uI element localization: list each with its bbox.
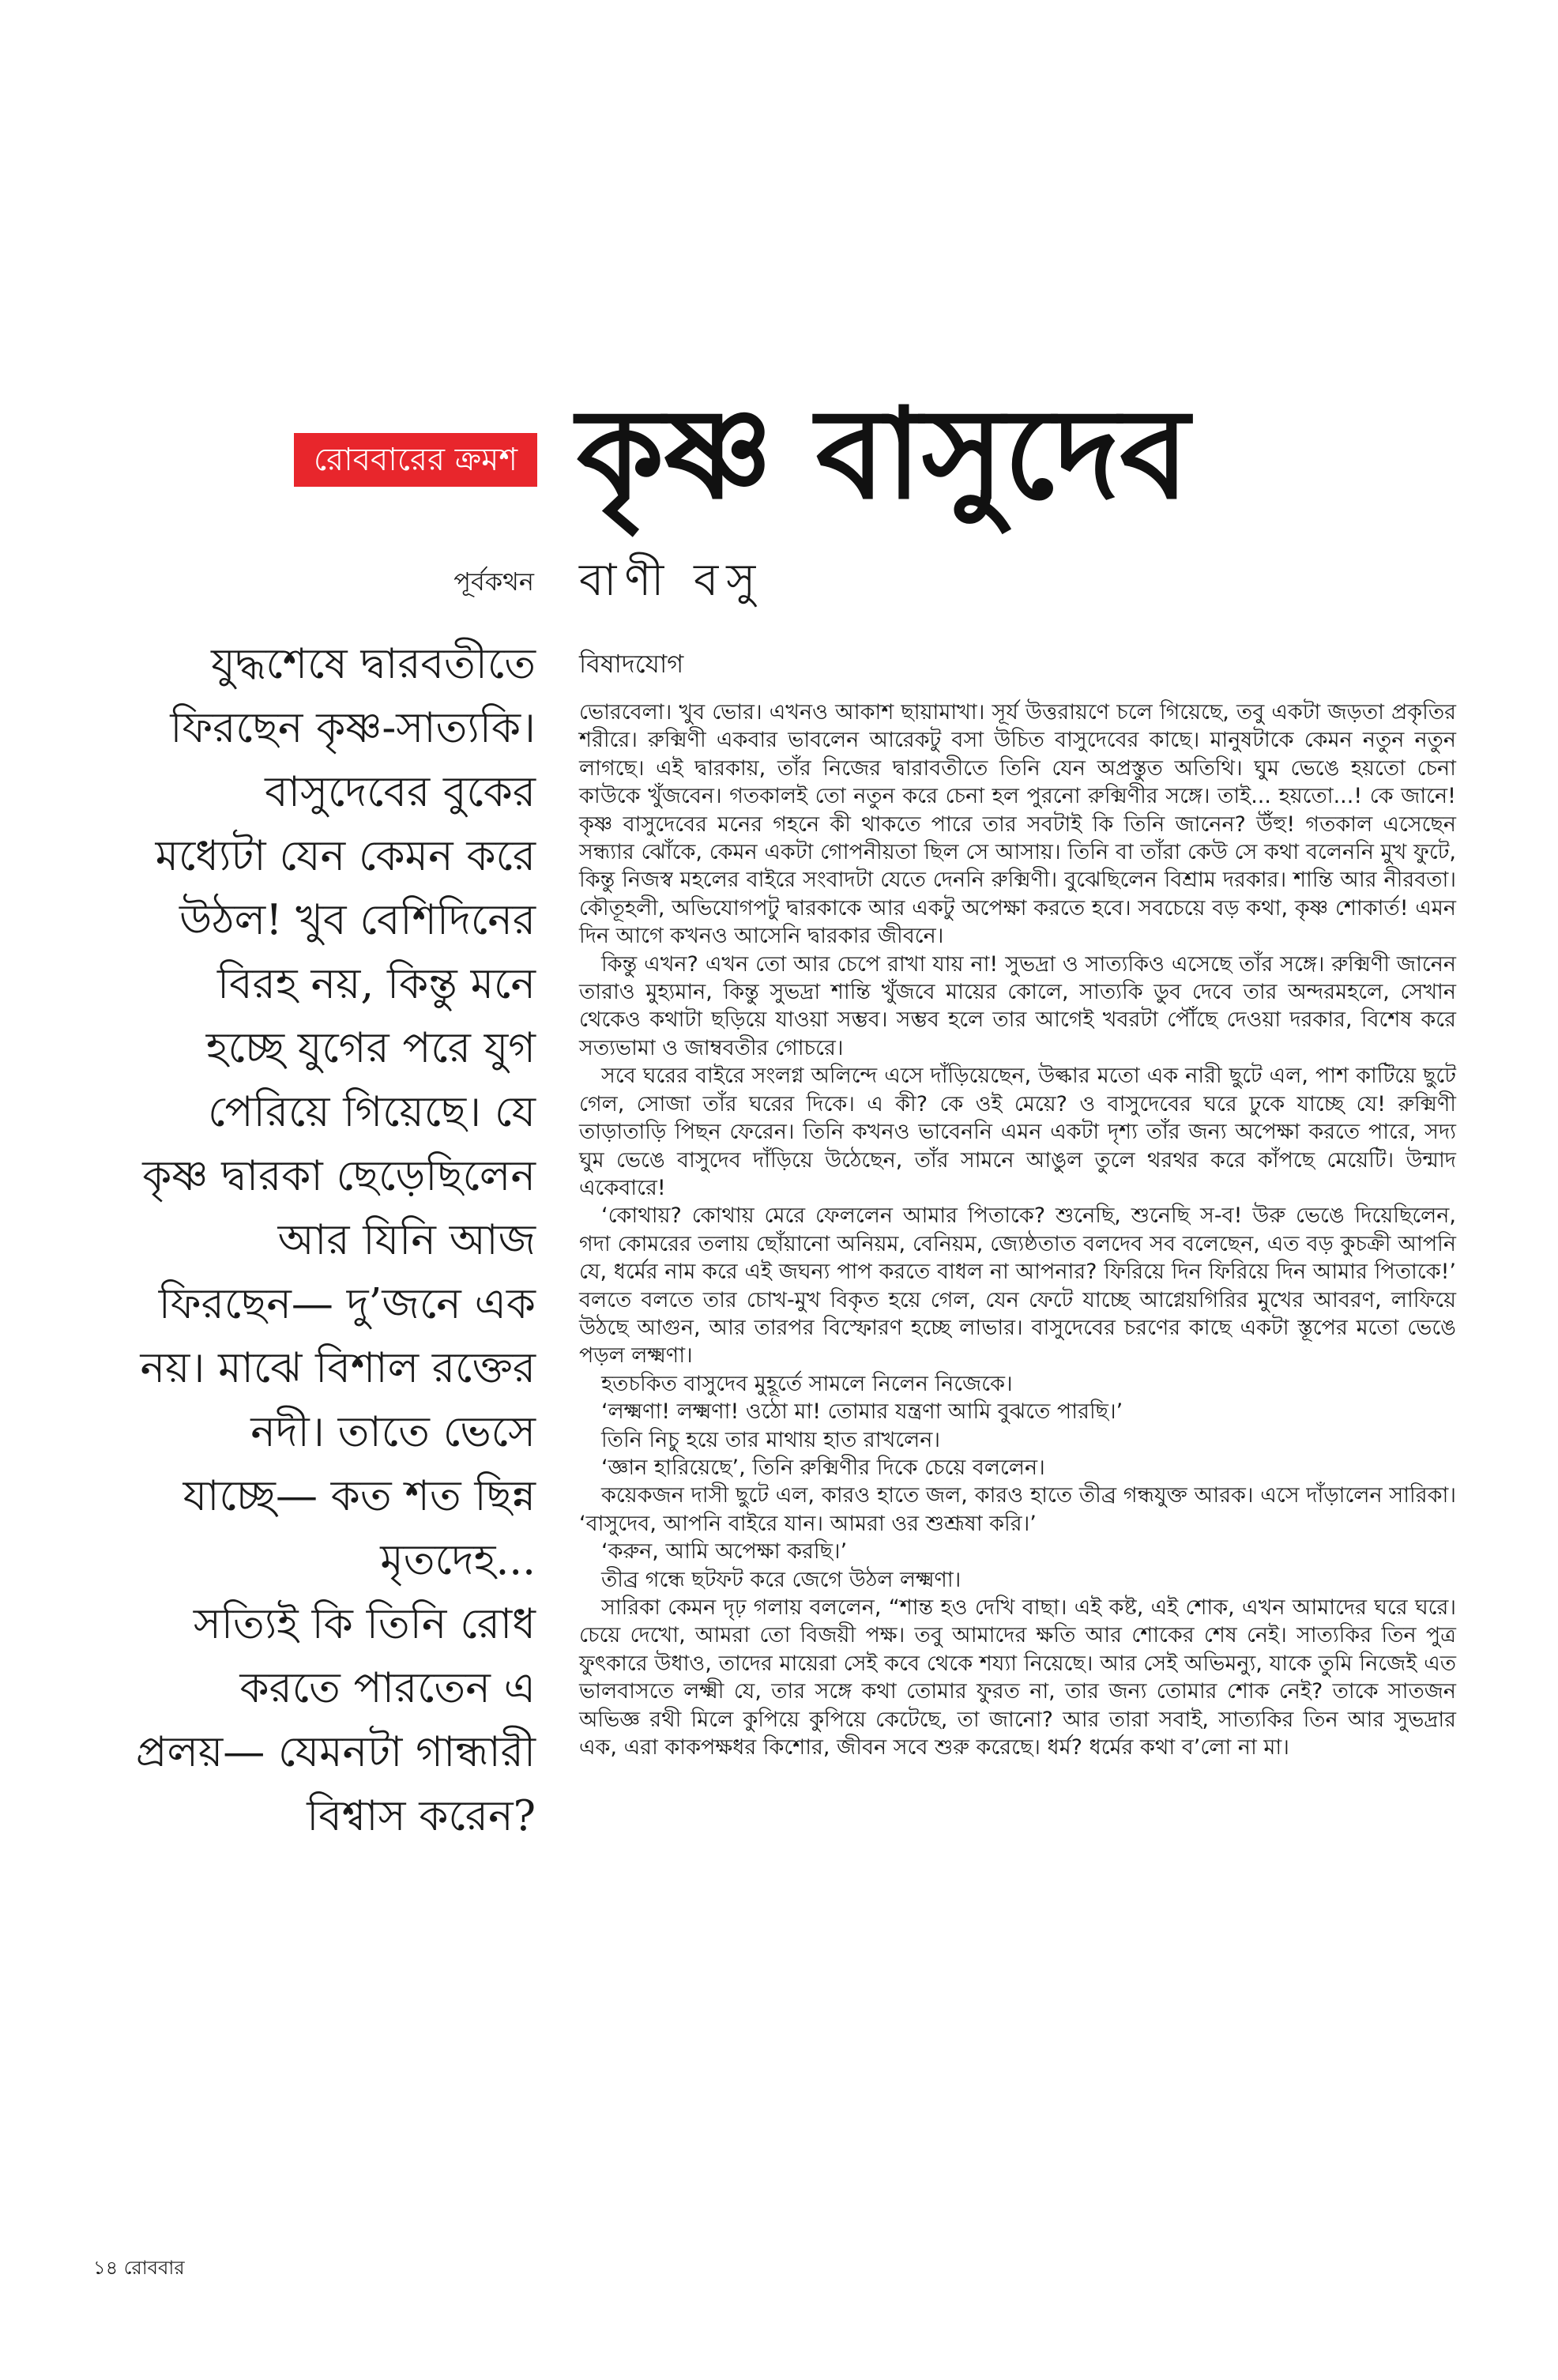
pull-quote-line: বিরহ নয়, কিন্তু মনে: [216, 960, 536, 1008]
pull-quote-line: নদী। তাতে ভেসে: [250, 1408, 536, 1456]
pull-quote-line: বিশ্বাস করেন?: [307, 1792, 536, 1840]
author-name: বাণী বসু: [579, 555, 764, 606]
body-paragraph: তীব্র গন্ধে ছটফট করে জেগে উঠল লক্ষ্মণা।: [601, 1567, 962, 1592]
body-paragraph: কিন্তু এখন? এখন তো আর চেপে রাখা যায় না! সুভদ্রা ও সাত্যকিও এসেছে তাঁর সঙ্গে। রুক্মিণী জানেন তারাও মুহ্যমান, কিন্তু সুভদ্রা শান্তি খুঁজবে মায়ের কোলে, সাত্যকি ডুব দেবে তার অন্দরমহলে, সেখান থেকেও কথাটা ছড়িয়ে যাওয়া সম্ভব। সম্ভব হলে তার আগেই খবরটা পৌঁছে দেওয়া দরকার, বিশেষ করে সত্যভামা ও জাম্ববতীর গোচরে।: [579, 951, 1456, 1060]
pull-quote-line: বাসুদেবের বুকের: [265, 768, 536, 816]
section-title: বিষাদযোগ: [579, 649, 684, 679]
prelude-label: পূর্বকথন: [453, 567, 534, 597]
page-folio: ১৪ রোববার: [93, 2257, 185, 2279]
pull-quote-line: ফিরছেন কৃষ্ণ-সাত্যকি।: [170, 704, 536, 752]
body-paragraph: হতচকিত বাসুদেব মুহূর্তে সামলে নিলেন নিজেকে।: [601, 1371, 1013, 1396]
article-title: কৃষ্ণ বাসুদেব: [577, 382, 1190, 527]
article-body: [579, 699, 1456, 1761]
pull-quote-line: পেরিয়ে গিয়েছে। যে: [208, 1088, 536, 1136]
body-paragraph: ‘কোথায়? কোথায় মেরে ফেললেন আমার পিতাকে? শুনেছি, শুনেছি স-ব! উরু ভেঙে দিয়েছিলেন, গদা কোমরের তলায় ছোঁয়ানো অনিয়ম, বেনিয়ম, জ্যেষ্ঠতাত বলদেব সব বলেছেন, এত বড় কুচক্রী আপনি যে, ধর্মের নাম করে এই জঘন্য পাপ করতে বাধল না আপনার? ফিরিয়ে দিন ফিরিয়ে দিন আমার পিতাকে!’ বলতে বলতে তার চোখ-মুখ বিকৃত হয়ে গেল, যেন ফেটে যাচ্ছে আগ্নেয়গিরির মুখের আবরণ, লাফিয়ে উঠছে আগুন, আর তারপর বিস্ফোরণ হচ্ছে লাভার। বাসুদেবের চরণের কাছে একটা স্তূপের মতো ভেঙে পড়ল লক্ষ্মণা।: [579, 1203, 1456, 1369]
pull-quote-line: যাচ্ছে— কত শত ছিন্ন: [183, 1472, 536, 1520]
body-paragraph: ‘লক্ষ্মণা! লক্ষ্মণা! ওঠো মা! তোমার যন্ত্রণা আমি বুঝতে পারছি।’: [601, 1399, 1123, 1425]
body-paragraph: কয়েকজন দাসী ছুটে এল, কারও হাতে জল, কারও হাতে তীব্র গন্ধযুক্ত আরক। এসে দাঁড়ালেন সারিকা। ‘বাসুদেব, আপনি বাইরে যান। আমরা ওর শুশ্রূষা করি।’: [579, 1483, 1456, 1536]
body-paragraph: সবে ঘরের বাইরে সংলগ্ন অলিন্দে এসে দাঁড়িয়েছেন, উল্কার মতো এক নারী ছুটে এল, পাশ কাটিয়ে ছুটে গেল, সোজা তাঁর ঘরের দিকে। এ কী? কে ওই মেয়ে? ও বাসুদেবের ঘরে ঢুকে যাচ্ছে যে! রুক্মিণী তাড়াতাড়ি পিছন ফেরেন। তিনি কখনও ভাবেননি এমন একটা দৃশ্য তাঁর জন্য অপেক্ষা করতে পারে, সদ্য ঘুম ভেঙে বাসুদেব দাঁড়িয়ে উঠেছেন, তাঁর সামনে আঙুল তুলে থরথর করে কাঁপছে মেয়েটি। উন্মাদ একেবারে!: [579, 1064, 1456, 1200]
pull-quote-line: আর যিনি আজ: [277, 1216, 536, 1264]
pull-quote-line: মধ্যেটা যেন কেমন করে: [155, 832, 536, 880]
pull-quote-line: হচ্ছে যুগের পরে যুগ: [205, 1024, 536, 1072]
pull-quote-line: সত্যিই কি তিনি রোধ: [193, 1600, 536, 1648]
body-paragraph: তিনি নিচু হয়ে তার মাথায় হাত রাখলেন।: [601, 1427, 941, 1452]
pull-quote-line: ফিরছেন— দু’জনে এক: [158, 1280, 536, 1328]
body-paragraph: ‘করুন, আমি অপেক্ষা করছি।’: [601, 1539, 848, 1565]
pull-quote-line: মৃতদেহ...: [380, 1536, 536, 1584]
pull-quote-line: করতে পারতেন এ: [239, 1664, 536, 1712]
pull-quote: [93, 632, 536, 1848]
pull-quote-line: উঠল! খুব বেশিদিনের: [179, 896, 536, 944]
body-paragraph: ভোরবেলা। খুব ভোর। এখনও আকাশ ছায়ামাখা। সূর্য উত্তরায়ণে চলে গিয়েছে, তবু একটা জড়তা প্রকৃতির শরীরে। রুক্মিণী একবার ভাবলেন আরেকটু বসা উচিত বাসুদেবের কাছে। মানুষটাকে কেমন নতুন নতুন লাগছে। এই দ্বারকায়, তাঁর নিজের দ্বারাবতীতে তিনি যেন অপ্রস্তুত অতিথি। ঘুম ভেঙে হয়তো চেনা কাউকে খুঁজবেন। গতকালই তো নতুন করে চেনা হল পুরনো রুক্মিণীর সঙ্গে। তাই... হয়তো...! কে জানে! কৃষ্ণ বাসুদেবের মনের গহনে কী থাকতে পারে তার সবটাই কি তিনি জানেন? উঁহু! গতকাল এসেছেন সন্ধ্যার ঝোঁকে, কেমন একটা গোপনীয়তা ছিল সে আসায়। তিনি বা তাঁরা কেউ সে কথা বলেননি মুখ ফুটে, কিন্তু নিজস্ব মহলের বাইরে সংবাদটা যেতে দেননি রুক্মিণী। বুঝেছিলেন বিশ্রাম দরকার। শান্তি আর নীরবতা। কৌতূহলী, অভিযোগপটু দ্বারকাকে আর একটু অপেক্ষা করতে হবে। সবচেয়ে বড় কথা, কৃষ্ণ শোকার্ত! এমন দিন আগে কখনও আসেনি দ্বারকার জীবনে।: [579, 700, 1456, 949]
pull-quote-line: কৃষ্ণ দ্বারকা ছেড়েছিলেন: [142, 1152, 536, 1200]
body-paragraph: সারিকা কেমন দৃঢ় গলায় বললেন, “শান্ত হও দেখি বাছা। এই কষ্ট, এই শোক, এখন আমাদের ঘরে ঘরে। চেয়ে দেখো, আমরা তো বিজয়ী পক্ষ। তবু আমাদের ক্ষতি আর শোকের শেষ নেই। সাত্যকির তিন পুত্র ফুৎকারে উধাও, তাদের মায়েরা সেই কবে থেকে শয্যা নিয়েছে। আর সেই অভিমন্যু, যাকে তুমি নিজেই এত ভালবাসতে লক্ষ্মী যে, তার সঙ্গে কথা তোমার ফুরত না, তার জন্য তোমার শোক নেই? তাকে সাতজন অভিজ্ঞ রথী মিলে কুপিয়ে কুপিয়ে কেটেছে, তা জানো? আর তারা সবাই, সাত্যকির তিন আর সুভদ্রার এক, এরা কাকপক্ষধর কিশোর, জীবন সবে শুরু করেছে। ধর্ম? ধর্মের কথা ব’লো না মা।: [579, 1595, 1456, 1761]
body-paragraph: ‘জ্ঞান হারিয়েছে’, তিনি রুক্মিণীর দিকে চেয়ে বললেন।: [601, 1455, 1045, 1480]
pull-quote-line: নয়। মাঝে বিশাল রক্তের: [140, 1344, 536, 1392]
pull-quote-line: যুদ্ধশেষে দ্বারবতীতে: [211, 640, 536, 688]
series-badge: রোববারের ক্রমশ: [294, 433, 537, 487]
pull-quote-line: প্রলয়— যেমনটা গান্ধারী: [135, 1728, 536, 1776]
